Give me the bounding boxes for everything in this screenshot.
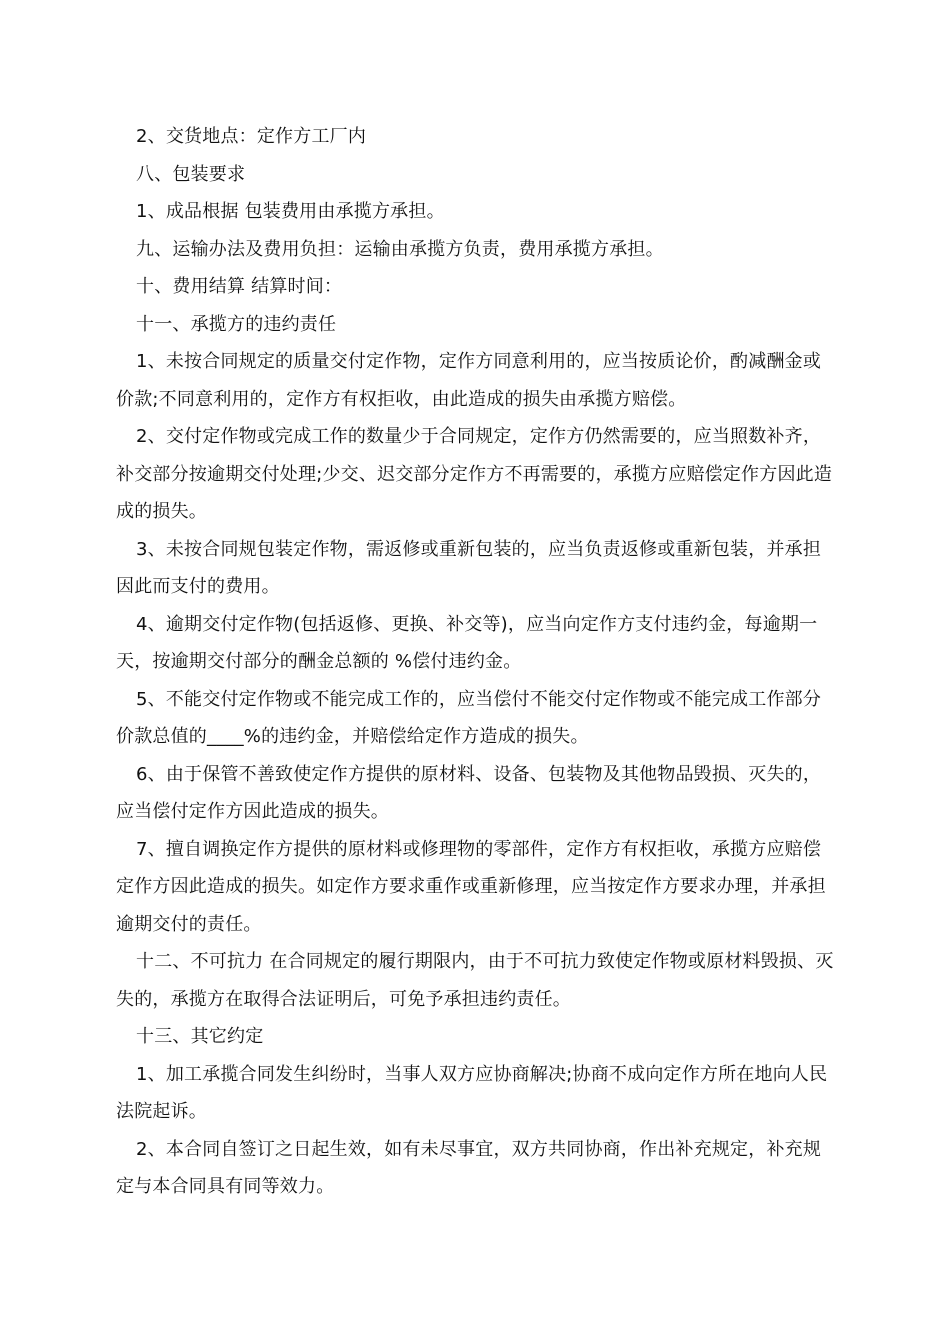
section-9-paragraph: 九、运输办法及费用负担：运输由承揽方负责，费用承揽方承担。 [136, 238, 664, 260]
liability-clause-5: 5、不能交付定作物或不能完成工作的，应当偿付不能交付定作物或不能完成工作部分价款总值的____%的违约金，并赔偿给定作方造成的损失。 [116, 688, 822, 747]
liability-clause-7: 7、擅自调换定作方提供的原材料或修理物的零部件，定作方有权拒收，承揽方应赔偿定作方因此造成的损失。如定作方要求重作或重新修理，应当按定作方要求办理，并承担逾期交付的责任。 [116, 838, 826, 935]
section-8-heading: 八、包装要求 [136, 163, 246, 185]
section-10-paragraph: 十、费用结算 结算时间： [136, 276, 343, 297]
section-13-heading: 十三、其它约定 [136, 1026, 264, 1047]
liability-clause-2: 2、交付定作物或完成工作的数量少于合同规定，定作方仍然需要的，应当照数补齐，补交部分按逾期交付处理;少交、迟交部分定作方不再需要的，承揽方应赔偿定作方因此造成的损失。 [116, 426, 833, 522]
liability-clause-3: 3、未按合同规包装定作物，需返修或重新包装的，应当负责返修或重新包装，并承担因此而支付的费用。 [116, 538, 822, 597]
document-body [116, 118, 836, 1206]
other-clause-1: 1、加工承揽合同发生纠纷时，当事人双方应协商解决;协商不成向定作方所在地向人民法院起诉。 [116, 1063, 828, 1122]
section-11-heading: 十一、承揽方的违约责任 [136, 313, 337, 335]
liability-clause-1: 1、未按合同规定的质量交付定作物，定作方同意利用的，应当按质论价，酌减酬金或价款;不同意利用的，定作方有权拒收，由此造成的损失由承揽方赔偿。 [116, 351, 822, 410]
packaging-paragraph: 1、成品根据 包装费用由承揽方承担。 [136, 201, 445, 222]
liability-clause-6: 6、由于保管不善致使定作方提供的原材料、设备、包装物及其他物品毁损、灭失的，应当偿付定作方因此造成的损失。 [116, 763, 822, 822]
section-12-paragraph: 十二、不可抗力 在合同规定的履行期限内，由于不可抗力致使定作物或原材料毁损、灭失的，承揽方在取得合法证明后，可免予承担违约责任。 [116, 951, 834, 1010]
liability-clause-4: 4、逾期交付定作物(包括返修、更换、补交等)，应当向定作方支付违约金，每逾期一天，按逾期交付部分的酬金总额的 %偿付违约金。 [116, 613, 818, 672]
delivery-location-paragraph: 2、交货地点：定作方工厂内 [136, 126, 367, 147]
other-clause-2: 2、本合同自签订之日起生效，如有未尽事宜，双方共同协商，作出补充规定，补充规定与本合同具有同等效力。 [116, 1138, 822, 1197]
